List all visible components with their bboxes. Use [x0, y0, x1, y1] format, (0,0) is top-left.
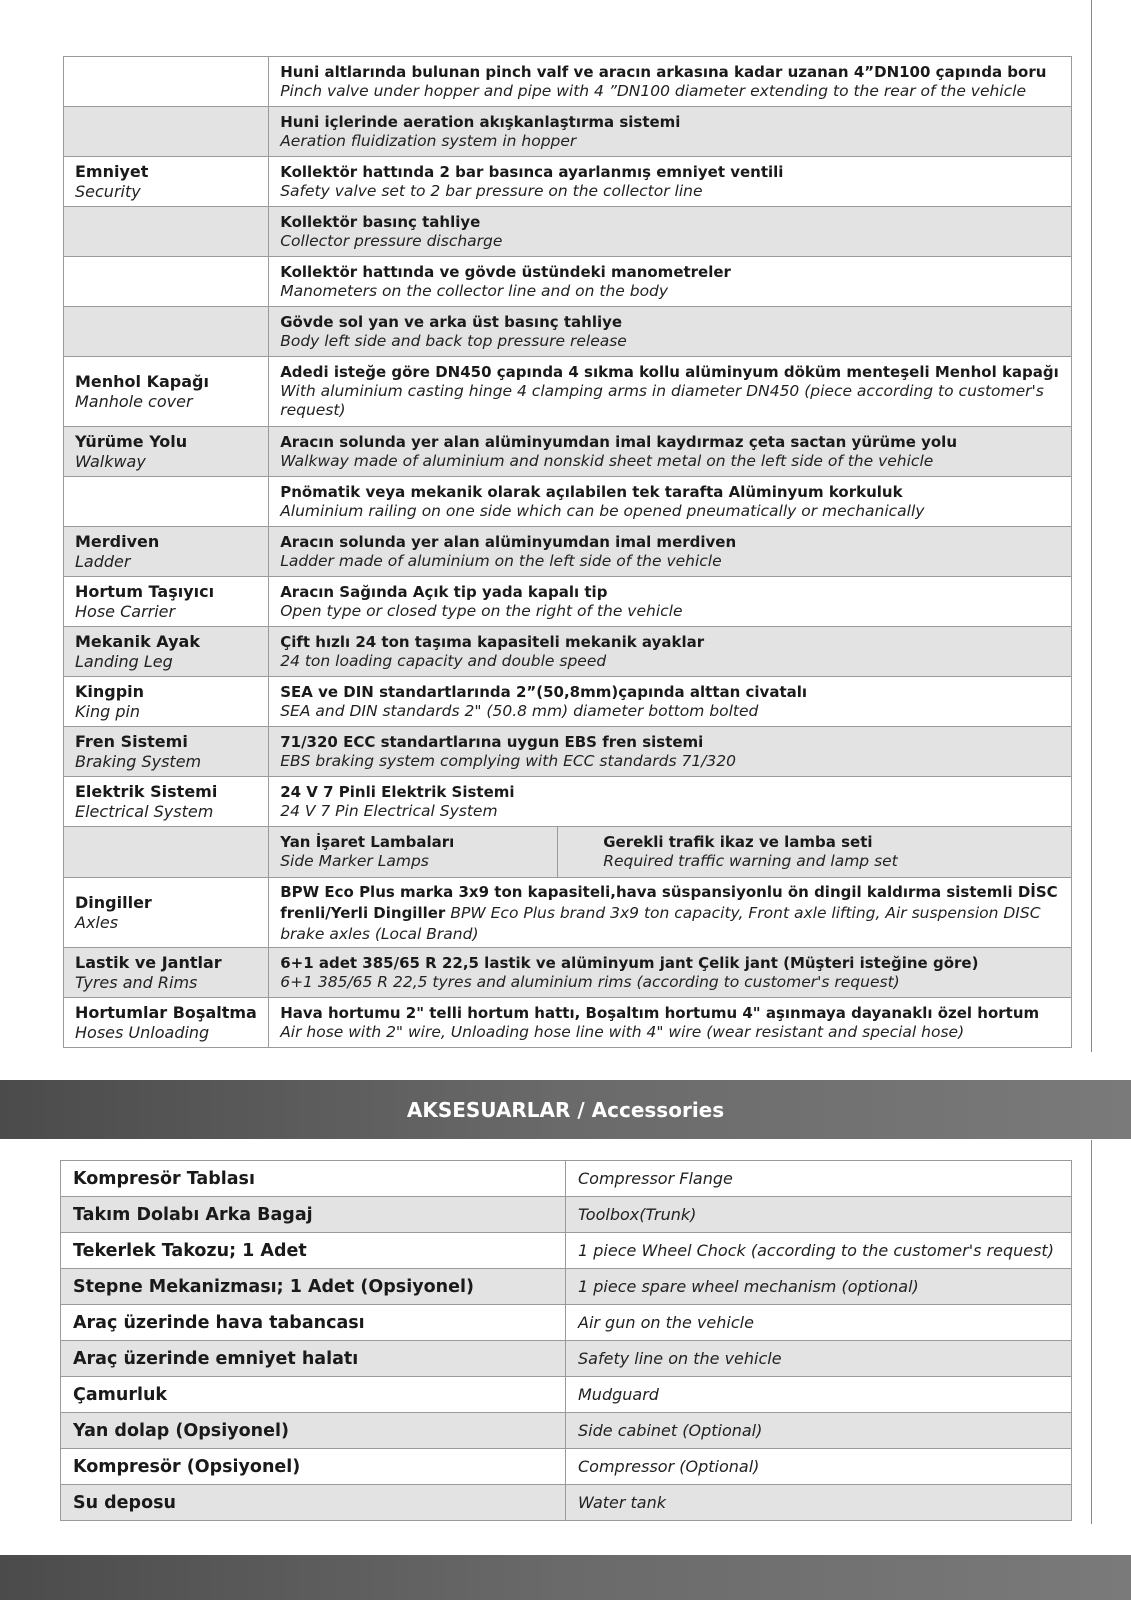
spec-label-en: Security: [75, 181, 141, 201]
accessory-name-tr: Kompresör (Opsiyonel): [61, 1449, 566, 1485]
page-edge-line: [1091, 0, 1092, 1052]
spec-label-cell: [64, 677, 269, 727]
spec-label-en: Hoses Unloading: [75, 1022, 210, 1042]
spec-label-cell: [64, 157, 269, 207]
accessory-name-tr: Yan dolap (Opsiyonel): [61, 1413, 566, 1449]
accessory-name-en: 1 piece Wheel Chock (according to the customer's request): [566, 1233, 1072, 1269]
spec-row: [64, 157, 1072, 207]
spec-description-tr: Kollektör hattında 2 bar basınca ayarlanmış emniyet ventili: [280, 162, 784, 181]
accessory-row: [61, 1269, 1072, 1305]
spec-label-tr: Yürüme Yolu: [75, 431, 188, 451]
lamps-right-tr: Gerekli trafik ikaz ve lamba seti: [603, 833, 873, 851]
spec-description-en: With aluminium casting hinge 4 clamping arms in diameter DN450 (piece according to customer's request): [280, 382, 1044, 419]
spec-label-tr: Mekanik Ayak: [75, 631, 200, 651]
spec-row-axles: [64, 878, 1072, 948]
spec-label-cell: [64, 477, 269, 527]
spec-label-cell: [64, 427, 269, 477]
spec-description-en: Open type or closed type on the right of the vehicle: [280, 601, 683, 620]
spec-label-en: Electrical System: [75, 801, 214, 821]
spec-description-cell: [269, 777, 1072, 827]
spec-description-cell: [269, 627, 1072, 677]
accessory-row: [61, 1197, 1072, 1233]
spec-description-tr: 6+1 adet 385/65 R 22,5 lastik ve alüminyum jant Çelik jant (Müşteri isteğine göre): [280, 953, 979, 972]
spec-row: [64, 427, 1072, 477]
spec-label-cell: [64, 878, 269, 948]
accessory-name-tr: Araç üzerinde hava tabancası: [61, 1305, 566, 1341]
spec-row: [64, 477, 1072, 527]
lamps-left-en: Side Marker Lamps: [280, 852, 429, 870]
spec-description-tr: Adedi isteğe göre DN450 çapında 4 sıkma kollu alüminyum döküm menteşeli Menhol kapağı: [280, 363, 1059, 381]
spec-row: [64, 627, 1072, 677]
spec-row: [64, 527, 1072, 577]
spec-description-tr: Huni altlarında bulunan pinch valf ve aracın arkasına kadar uzanan 4”DN100 çapında boru: [280, 62, 1047, 81]
spec-description-en: SEA and DIN standards 2" (50.8 mm) diameter bottom bolted: [280, 701, 759, 720]
spec-description-en: Body left side and back top pressure release: [280, 331, 627, 350]
spec-description-tr: 71/320 ECC standartlarına uygun EBS fren sistemi: [280, 732, 704, 751]
accessory-row: [61, 1305, 1072, 1341]
accessory-name-en: Safety line on the vehicle: [566, 1341, 1072, 1377]
spec-label-tr: Hortum Taşıyıcı: [75, 581, 215, 601]
spec-label-en: Manhole cover: [75, 391, 193, 411]
lamps-right-en: Required traffic warning and lamp set: [603, 852, 898, 870]
spec-label-cell: [64, 948, 269, 998]
axles-description-en: BPW Eco Plus brand 3x9 ton capacity, Front axle lifting, Air suspension DISC brake axles (Local Brand): [280, 904, 1041, 943]
accessories-title: AKSESUARLAR / Accessories: [406, 1097, 725, 1122]
spec-label-en: Landing Leg: [75, 651, 173, 671]
spec-row-lamps: [64, 827, 1072, 878]
axles-description-tr: BPW Eco Plus marka 3x9 ton kapasiteli,hava süspansiyonlu ön dingil kaldırma sistemli DİSC frenli/Yerli Dingiller: [280, 883, 1058, 922]
spec-description-tr: SEA ve DIN standartlarında 2”(50,8mm)çapında alttan civatalı: [280, 682, 808, 701]
spec-row: [64, 948, 1072, 998]
spec-description-tr: Kollektör hattında ve gövde üstündeki manometreler: [280, 262, 731, 281]
accessory-name-tr: Kompresör Tablası: [61, 1161, 566, 1197]
spec-label-cell: [64, 827, 269, 878]
spec-label-tr: Emniyet: [75, 161, 149, 181]
spec-label-tr: Hortumlar Boşaltma: [75, 1002, 257, 1022]
specification-table: [63, 56, 1072, 1048]
spec-description-cell: [269, 727, 1072, 777]
spec-label-cell: [64, 107, 269, 157]
spec-description-cell: [269, 427, 1072, 477]
accessory-row: [61, 1485, 1072, 1521]
spec-label-en: Walkway: [75, 451, 146, 471]
accessory-row: [61, 1161, 1072, 1197]
spec-description-en: Aeration fluidization system in hopper: [280, 131, 577, 150]
spec-row: [64, 57, 1072, 107]
spec-description-cell: [269, 357, 1072, 427]
spec-description-en: Safety valve set to 2 bar pressure on the collector line: [280, 181, 703, 200]
side-marker-lamps: [269, 827, 558, 877]
accessory-name-tr: Su deposu: [61, 1485, 566, 1521]
axles-description: [280, 881, 1063, 944]
accessory-name-tr: Stepne Mekanizması; 1 Adet (Opsiyonel): [61, 1269, 566, 1305]
spec-description-cell: [269, 998, 1072, 1048]
accessory-name-tr: Çamurluk: [61, 1377, 566, 1413]
spec-label-cell: [64, 207, 269, 257]
spec-description-cell: [269, 677, 1072, 727]
spec-description-cell: [269, 577, 1072, 627]
accessory-name-en: Side cabinet (Optional): [566, 1413, 1072, 1449]
spec-description-cell: [269, 878, 1072, 948]
spec-description-tr: Çift hızlı 24 ton taşıma kapasiteli mekanik ayaklar: [280, 632, 705, 651]
spec-row: [64, 257, 1072, 307]
accessory-name-en: Compressor Flange: [566, 1161, 1072, 1197]
spec-label-en: Tyres and Rims: [75, 972, 198, 992]
accessory-name-tr: Tekerlek Takozu; 1 Adet: [61, 1233, 566, 1269]
accessory-name-en: Compressor (Optional): [566, 1449, 1072, 1485]
spec-description-tr: Hava hortumu 2" telli hortum hattı, Boşaltım hortumu 4" aşınmaya dayanaklı özel hortum: [280, 1003, 1040, 1022]
spec-label-tr: Elektrik Sistemi: [75, 781, 218, 801]
spec-row: [64, 777, 1072, 827]
accessory-name-en: Water tank: [566, 1485, 1072, 1521]
spec-description-cell: [269, 157, 1072, 207]
spec-description-en: Walkway made of aluminium and nonskid sheet metal on the left side of the vehicle: [280, 451, 934, 470]
spec-description-en: EBS braking system complying with ECC standards 71/320: [280, 751, 736, 770]
spec-description-tr: Gövde sol yan ve arka üst basınç tahliye: [280, 312, 623, 331]
spec-label-cell: [64, 57, 269, 107]
accessory-row: [61, 1377, 1072, 1413]
accessory-name-en: 1 piece spare wheel mechanism (optional): [566, 1269, 1072, 1305]
spec-label-cell: [64, 998, 269, 1048]
spec-description-en: Air hose with 2" wire, Unloading hose line with 4" wire (wear resistant and special hose): [280, 1022, 965, 1041]
spec-row: [64, 998, 1072, 1048]
accessory-row: [61, 1413, 1072, 1449]
spec-label-tr: Merdiven: [75, 531, 160, 551]
spec-row: [64, 207, 1072, 257]
spec-description-en: 24 ton loading capacity and double speed: [280, 651, 607, 670]
spec-row: [64, 577, 1072, 627]
accessory-name-en: Toolbox(Trunk): [566, 1197, 1072, 1233]
spec-label-tr: Lastik ve Jantlar: [75, 952, 222, 972]
spec-description-tr: Kollektör basınç tahliye: [280, 212, 481, 231]
spec-label-en: Hose Carrier: [75, 601, 176, 621]
spec-description-en: 6+1 385/65 R 22,5 tyres and aluminium rims (according to customer's request): [280, 972, 900, 991]
spec-row: [64, 307, 1072, 357]
spec-description-cell: [269, 948, 1072, 998]
accessories-table-body: [61, 1161, 1072, 1521]
spec-description-en: Manometers on the collector line and on the body: [280, 281, 669, 300]
spec-label-tr: Kingpin: [75, 681, 145, 701]
spec-description-en: Ladder made of aluminium on the left side of the vehicle: [280, 551, 722, 570]
accessories-table: [60, 1160, 1072, 1521]
spec-label-en: Braking System: [75, 751, 202, 771]
lamps-split: [280, 827, 1071, 877]
spec-label-cell: [64, 307, 269, 357]
spec-description-cell: [269, 257, 1072, 307]
spec-label-en: Axles: [75, 912, 119, 932]
spec-label-cell: [64, 627, 269, 677]
lamps-left-tr: Yan İşaret Lambaları: [280, 833, 455, 851]
spec-label-cell: [64, 257, 269, 307]
spec-label-cell: [64, 727, 269, 777]
spec-description-tr: Pnömatik veya mekanik olarak açılabilen tek tarafta Alüminyum korkuluk: [280, 482, 903, 501]
accessory-row: [61, 1233, 1072, 1269]
spec-label-tr: Fren Sistemi: [75, 731, 188, 751]
spec-label-cell: [64, 527, 269, 577]
spec-description-en: Pinch valve under hopper and pipe with 4 ”DN100 diameter extending to the rear of the vehicle: [280, 81, 1026, 100]
specification-table-body: [64, 57, 1072, 1048]
spec-description-cell: [269, 527, 1072, 577]
spec-description-cell: [269, 107, 1072, 157]
spec-description-tr: Aracın solunda yer alan alüminyumdan imal kaydırmaz çeta sactan yürüme yolu: [280, 432, 958, 451]
spec-row: [64, 357, 1072, 427]
spec-description-cell: [269, 477, 1072, 527]
spec-row: [64, 677, 1072, 727]
accessory-name-tr: Takım Dolabı Arka Bagaj: [61, 1197, 566, 1233]
spec-description-tr: Aracın solunda yer alan alüminyumdan imal merdiven: [280, 532, 737, 551]
spec-description-en: Collector pressure discharge: [280, 231, 503, 250]
spec-label-cell: [64, 357, 269, 427]
footer-band: [0, 1555, 1131, 1600]
spec-description-en: 24 V 7 Pin Electrical System: [280, 801, 498, 820]
accessory-row: [61, 1449, 1072, 1485]
spec-label-cell: [64, 777, 269, 827]
spec-description-en: Aluminium railing on one side which can be opened pneumatically or mechanically: [280, 501, 925, 520]
accessory-name-en: Air gun on the vehicle: [566, 1305, 1072, 1341]
traffic-warning-lamps: [558, 827, 1071, 877]
spec-description-cell: [269, 307, 1072, 357]
spec-row: [64, 107, 1072, 157]
spec-label-tr: Dingiller: [75, 892, 152, 912]
spec-row: [64, 727, 1072, 777]
accessory-row: [61, 1341, 1072, 1377]
spec-description-cell-split: [269, 827, 1072, 878]
spec-description-cell: [269, 57, 1072, 107]
spec-label-en: King pin: [75, 701, 141, 721]
spec-label-cell: [64, 577, 269, 627]
spec-description-tr: Aracın Sağında Açık tip yada kapalı tip: [280, 582, 608, 601]
spec-description-cell: [269, 207, 1072, 257]
accessories-header-band: [0, 1080, 1131, 1139]
accessory-name-en: Mudguard: [566, 1377, 1072, 1413]
spec-description-tr: Huni içlerinde aeration akışkanlaştırma sistemi: [280, 112, 681, 131]
accessory-name-tr: Araç üzerinde emniyet halatı: [61, 1341, 566, 1377]
spec-description-tr: 24 V 7 Pinli Elektrik Sistemi: [280, 782, 515, 801]
page-edge-line-lower: [1091, 1140, 1092, 1524]
spec-label-en: Ladder: [75, 551, 131, 571]
spec-label-tr: Menhol Kapağı: [75, 371, 209, 391]
